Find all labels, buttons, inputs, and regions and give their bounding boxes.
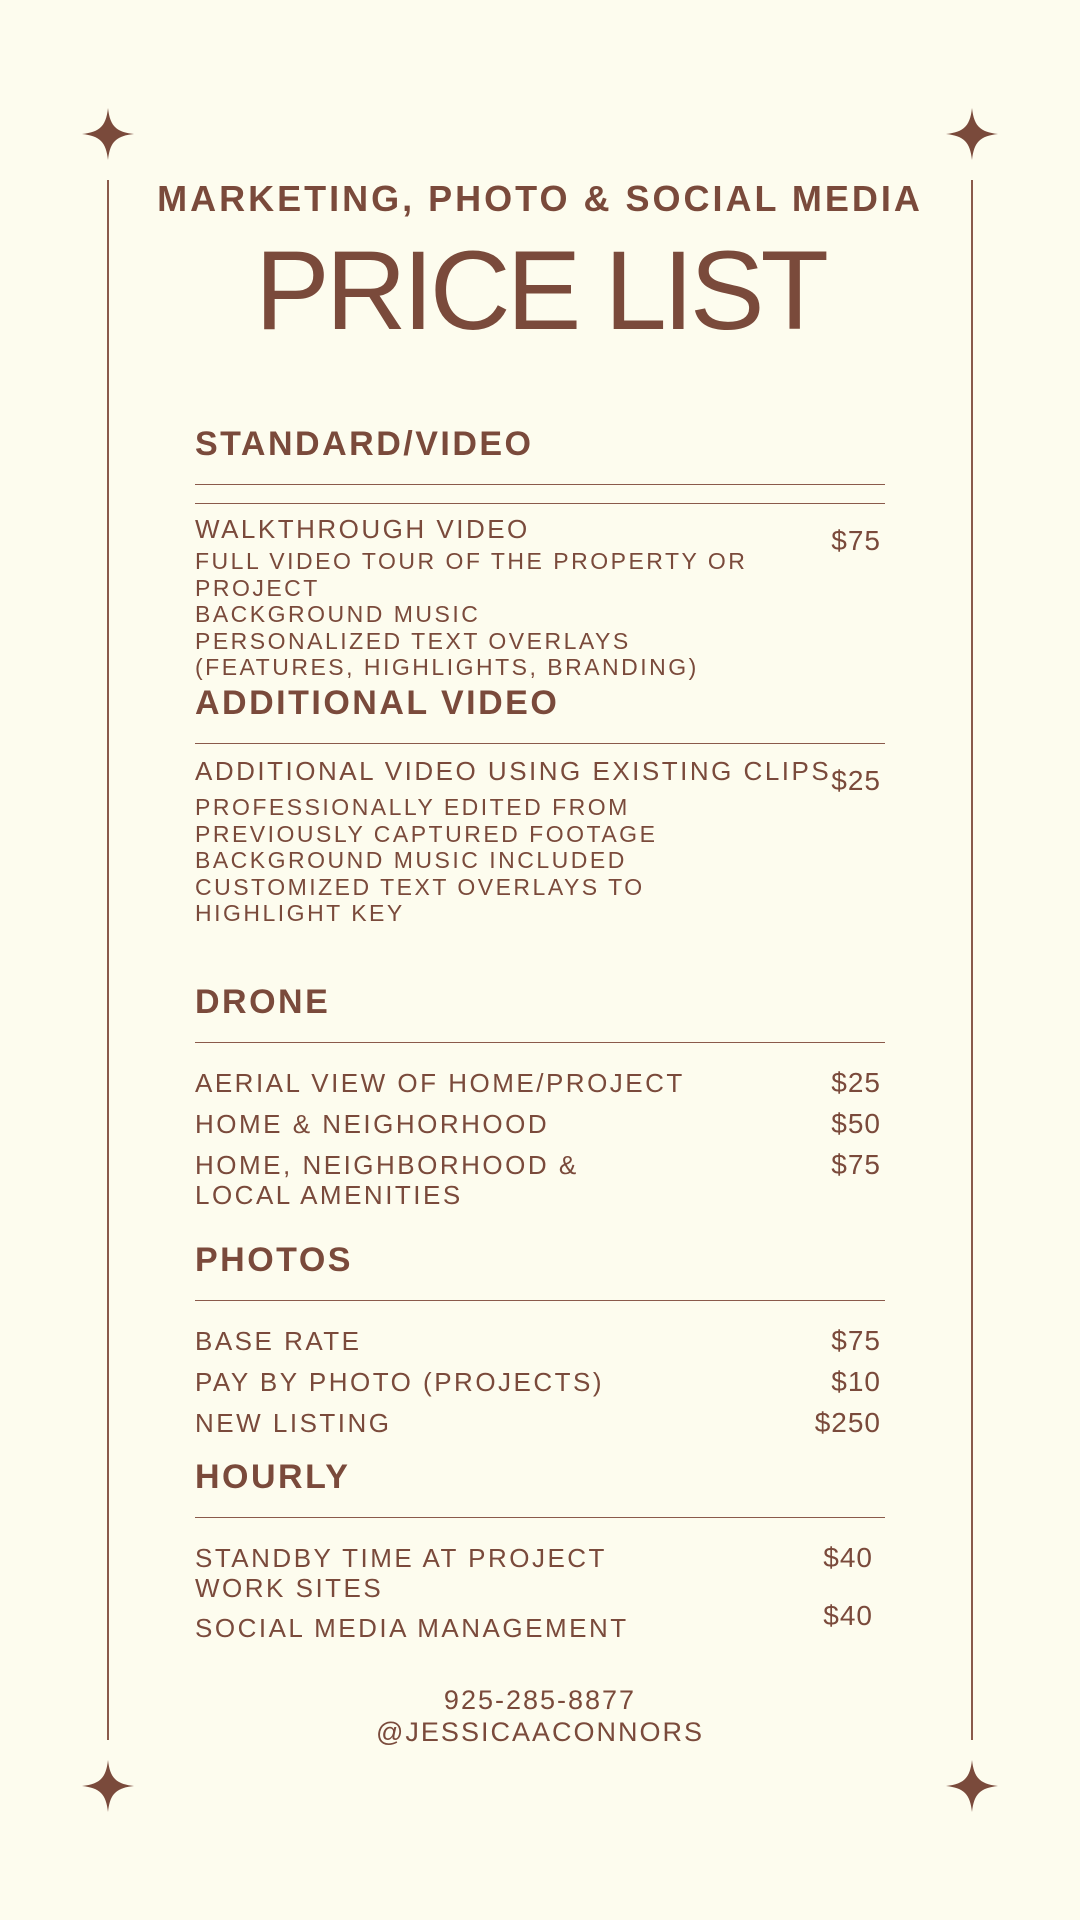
list-item (195, 1109, 885, 1139)
divider (195, 1517, 885, 1518)
divider (195, 1300, 885, 1301)
section-title: PHOTOS (195, 1241, 353, 1279)
item-name-block (195, 1150, 579, 1210)
detail-line: PERSONALIZED TEXT OVERLAYS (195, 627, 631, 654)
list-item (195, 1408, 885, 1438)
list-item (195, 1543, 885, 1603)
item-name: STANDBY TIME AT PROJECT (195, 1543, 607, 1573)
item-details (195, 548, 885, 681)
item-name: BASE RATE (195, 1326, 362, 1356)
item-name: WALKTHROUGH VIDEO (195, 514, 530, 544)
list-item (195, 1068, 885, 1098)
section-drone (195, 983, 885, 1210)
detail-line: PROFESSIONALLY EDITED FROM (195, 794, 630, 820)
section-additional-video (195, 684, 885, 927)
section-title: ADDITIONAL VIDEO (195, 684, 560, 722)
right-border-line (971, 180, 973, 1740)
item-name-block (195, 1543, 607, 1603)
four-point-star-icon (946, 1760, 998, 1812)
item-name-continued: WORK SITES (195, 1573, 384, 1603)
divider (195, 503, 885, 504)
list-item (195, 1326, 885, 1356)
item-name: NEW LISTING (195, 1408, 392, 1438)
left-border-line (107, 180, 109, 1740)
list-item (195, 756, 885, 796)
detail-line: FULL VIDEO TOUR OF THE PROPERTY OR (195, 548, 748, 574)
contact-info (0, 1684, 1080, 1748)
item-name-continued: LOCAL AMENITIES (195, 1180, 463, 1210)
section-title: DRONE (195, 983, 331, 1021)
divider (195, 743, 885, 744)
section-title: HOURLY (195, 1458, 351, 1496)
item-price: $10 (831, 1366, 881, 1397)
item-name: HOME, NEIGHBORHOOD & (195, 1150, 579, 1180)
item-price: $40 (823, 1600, 873, 1631)
item-price: $75 (831, 1149, 881, 1180)
item-price: $75 (831, 1325, 881, 1356)
detail-line: (FEATURES, HIGHLIGHTS, BRANDING) (195, 654, 699, 680)
detail-line: HIGHLIGHT KEY (195, 900, 405, 926)
item-details (195, 794, 885, 927)
section-title: STANDARD/VIDEO (195, 425, 534, 463)
detail-line: PROJECT (195, 574, 320, 601)
social-handle: @JESSICAACONNORS (376, 1717, 704, 1747)
item-name: HOME & NEIGHORHOOD (195, 1109, 550, 1139)
section-photos (195, 1241, 885, 1438)
item-name: SOCIAL MEDIA MANAGEMENT (195, 1613, 629, 1643)
list-item (195, 1150, 885, 1210)
section-hourly (195, 1458, 885, 1643)
four-point-star-icon (82, 1760, 134, 1812)
section-standard-video (195, 425, 885, 681)
item-price: $250 (814, 1407, 881, 1438)
detail-line: CUSTOMIZED TEXT OVERLAYS TO (195, 873, 645, 900)
page-title: PRICE LIST (255, 228, 825, 353)
item-price: $25 (831, 1067, 881, 1098)
page-subtitle: MARKETING, PHOTO & SOCIAL MEDIA (157, 178, 923, 219)
item-name: ADDITIONAL VIDEO USING EXISTING CLIPS (195, 756, 832, 786)
four-point-star-icon (946, 108, 998, 160)
detail-line: PREVIOUSLY CAPTURED FOOTAGE (195, 820, 658, 847)
list-item (195, 1600, 885, 1643)
detail-line: BACKGROUND MUSIC (195, 601, 481, 627)
detail-line: BACKGROUND MUSIC INCLUDED (195, 847, 627, 873)
four-point-star-icon (82, 108, 134, 160)
item-price: $25 (831, 765, 881, 796)
list-item (195, 1367, 885, 1397)
item-name: PAY BY PHOTO (PROJECTS) (195, 1367, 605, 1397)
phone-number: 925-285-8877 (443, 1685, 637, 1715)
item-price: $50 (831, 1108, 881, 1139)
divider (195, 484, 885, 485)
divider (195, 1042, 885, 1043)
item-name: AERIAL VIEW OF HOME/PROJECT (195, 1068, 685, 1098)
item-price: $75 (831, 525, 881, 556)
item-price: $40 (823, 1542, 873, 1573)
